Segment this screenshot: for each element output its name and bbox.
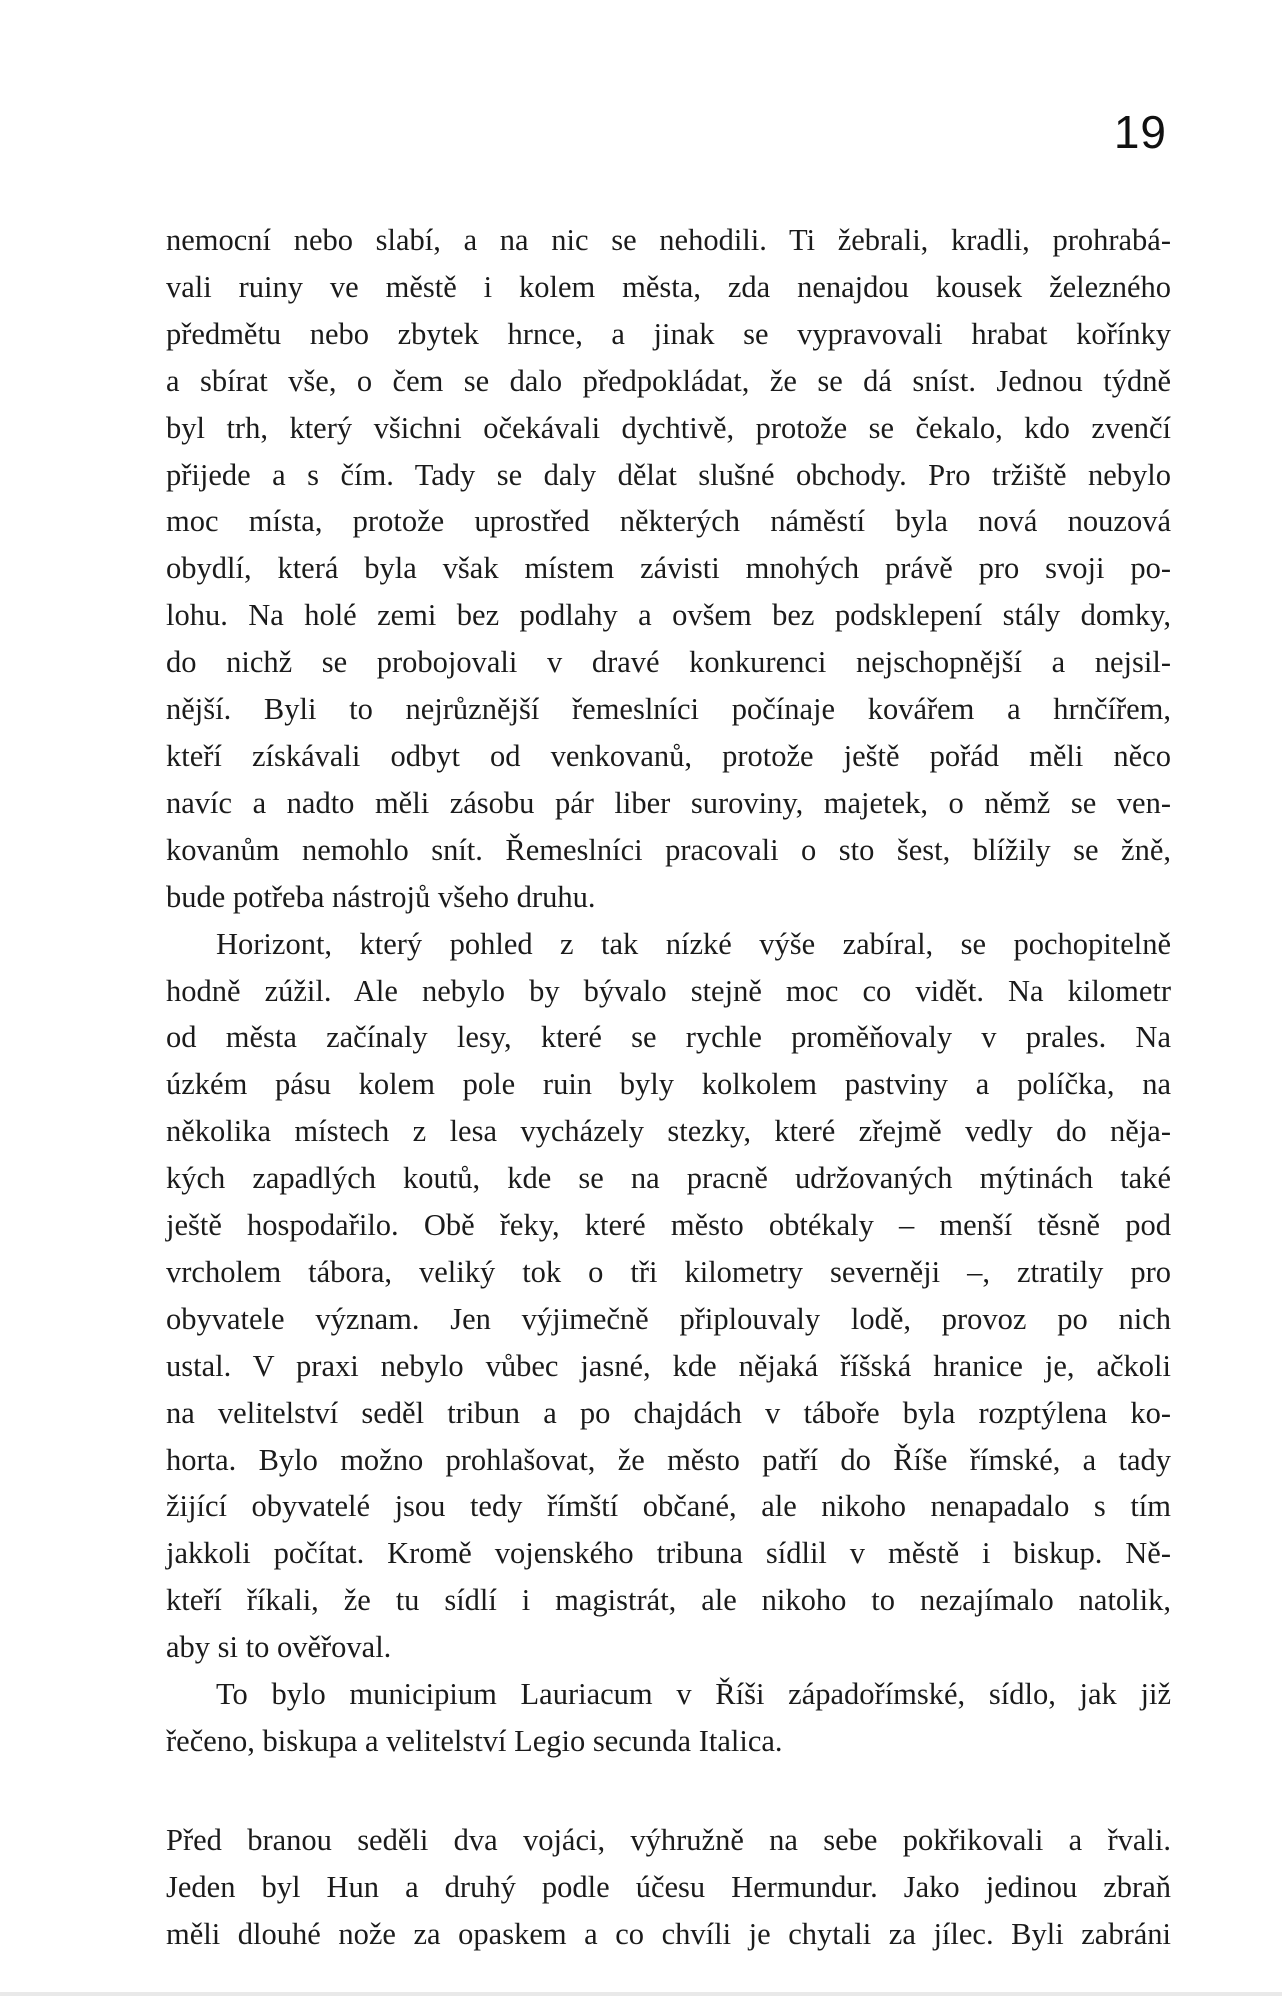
text-line: nemocní nebo slabí, a na nic se nehodili. Ti žebrali, kradli, prohrabá- (166, 223, 1171, 257)
paragraph-4 (166, 1817, 1171, 1958)
text-line: řečeno, biskupa a velitelství Legio secunda Italica. (166, 1724, 783, 1758)
paragraph-3 (166, 1671, 1171, 1765)
text-line: a sbírat vše, o čem se dalo předpokládat, že se dá sníst. Jednou týdně (166, 363, 1171, 398)
text-line: jakkoli počítat. Kromě vojenského tribuna sídlil v městě i biskup. Ně- (166, 1536, 1171, 1571)
paragraph-2 (166, 921, 1171, 1672)
text-line: To bylo municipium Lauriacum v Říši západořímské, sídlo, jak již (216, 1677, 1171, 1712)
text-line: obydlí, která byla však místem závisti mnohých právě pro svoji po- (166, 551, 1171, 586)
text-line: lohu. Na holé zemi bez podlahy a ovšem bez podsklepení stály domky, (166, 598, 1171, 633)
text-line: žijící obyvatelé jsou tedy římští občané, ale nikoho nenapadalo s tím (166, 1489, 1171, 1524)
text-line: ustal. V praxi nebylo vůbec jasné, kde nějaká říšská hranice je, ačkoli (166, 1348, 1171, 1383)
text-line: vrcholem tábora, veliký tok o tři kilometry severněji –, ztratily pro (166, 1254, 1171, 1289)
text-line: bude potřeba nástrojů všeho druhu. (166, 879, 596, 914)
text-line: horta. Bylo možno prohlašovat, že město patří do Říše římské, a tady (166, 1442, 1171, 1477)
section-break (166, 1765, 1171, 1817)
text-line: kteří získávali odbyt od venkovanů, protože ještě pořád měli něco (166, 738, 1171, 773)
text-line: kteří říkali, že tu sídlí i magistrát, ale nikoho to nezajímalo natolik, (166, 1583, 1171, 1618)
text-line: několika místech z lesa vycházely stezky, které zřejmě vedly do něja- (166, 1114, 1171, 1149)
text-body (166, 217, 1171, 1958)
text-line: kovanům nemohlo snít. Řemeslníci pracovali o sto šest, blížily se žně, (166, 832, 1171, 867)
text-line: ještě hospodařilo. Obě řeky, které město obtékaly – menší těsně pod (166, 1208, 1171, 1243)
text-line: aby si to ověřoval. (166, 1630, 392, 1665)
page-number: 19 (1113, 106, 1167, 158)
text-line: navíc a nadto měli zásobu pár liber suroviny, majetek, o němž se ven- (166, 785, 1171, 820)
text-line: kých zapadlých koutů, kde se na pracně udržovaných mýtinách také (166, 1161, 1171, 1196)
text-line: Před branou seděli dva vojáci, výhružně na sebe pokřikovali a řvali. (166, 1822, 1171, 1857)
text-line: od města začínaly lesy, které se rychle proměňovaly v prales. Na (166, 1020, 1171, 1055)
text-line: Jeden byl Hun a druhý podle účesu Hermundur. Jako jedinou zbraň (166, 1869, 1171, 1904)
text-line: přijede a s čím. Tady se daly dělat slušné obchody. Pro tržiště nebylo (166, 457, 1171, 492)
text-line: nější. Byli to nejrůznější řemeslníci počínaje kovářem a hrnčířem, (166, 692, 1171, 727)
text-line: předmětu nebo zbytek hrnce, a jinak se vypravovali hrabat kořínky (166, 316, 1171, 351)
text-line: hodně zúžil. Ale nebylo by bývalo stejně moc co vidět. Na kilometr (166, 973, 1171, 1008)
page-bottom-edge (0, 1992, 1282, 1996)
text-line: úzkém pásu kolem pole ruin byly kolkolem pastviny a políčka, na (166, 1067, 1171, 1102)
text-line: Horizont, který pohled z tak nízké výše zabíral, se pochopitelně (216, 926, 1171, 961)
text-line: vali ruiny ve městě i kolem města, zda nenajdou kousek železného (166, 269, 1171, 304)
text-line: byl trh, který všichni očekávali dychtivě, protože se čekalo, kdo zvenčí (166, 410, 1171, 445)
text-line: moc místa, protože uprostřed některých náměstí byla nová nouzová (166, 504, 1171, 539)
text-line: do nichž se probojovali v dravé konkurenci nejschopnější a nejsil- (166, 645, 1171, 680)
paragraph-1 (166, 217, 1171, 921)
text-line: obyvatele význam. Jen výjimečně připlouvaly lodě, provoz po nich (166, 1301, 1171, 1336)
text-line: měli dlouhé nože za opaskem a co chvíli je chytali za jílec. Byli zabráni (166, 1916, 1171, 1951)
text-line: na velitelství seděl tribun a po chajdách v táboře byla rozptýlena ko- (166, 1395, 1171, 1430)
